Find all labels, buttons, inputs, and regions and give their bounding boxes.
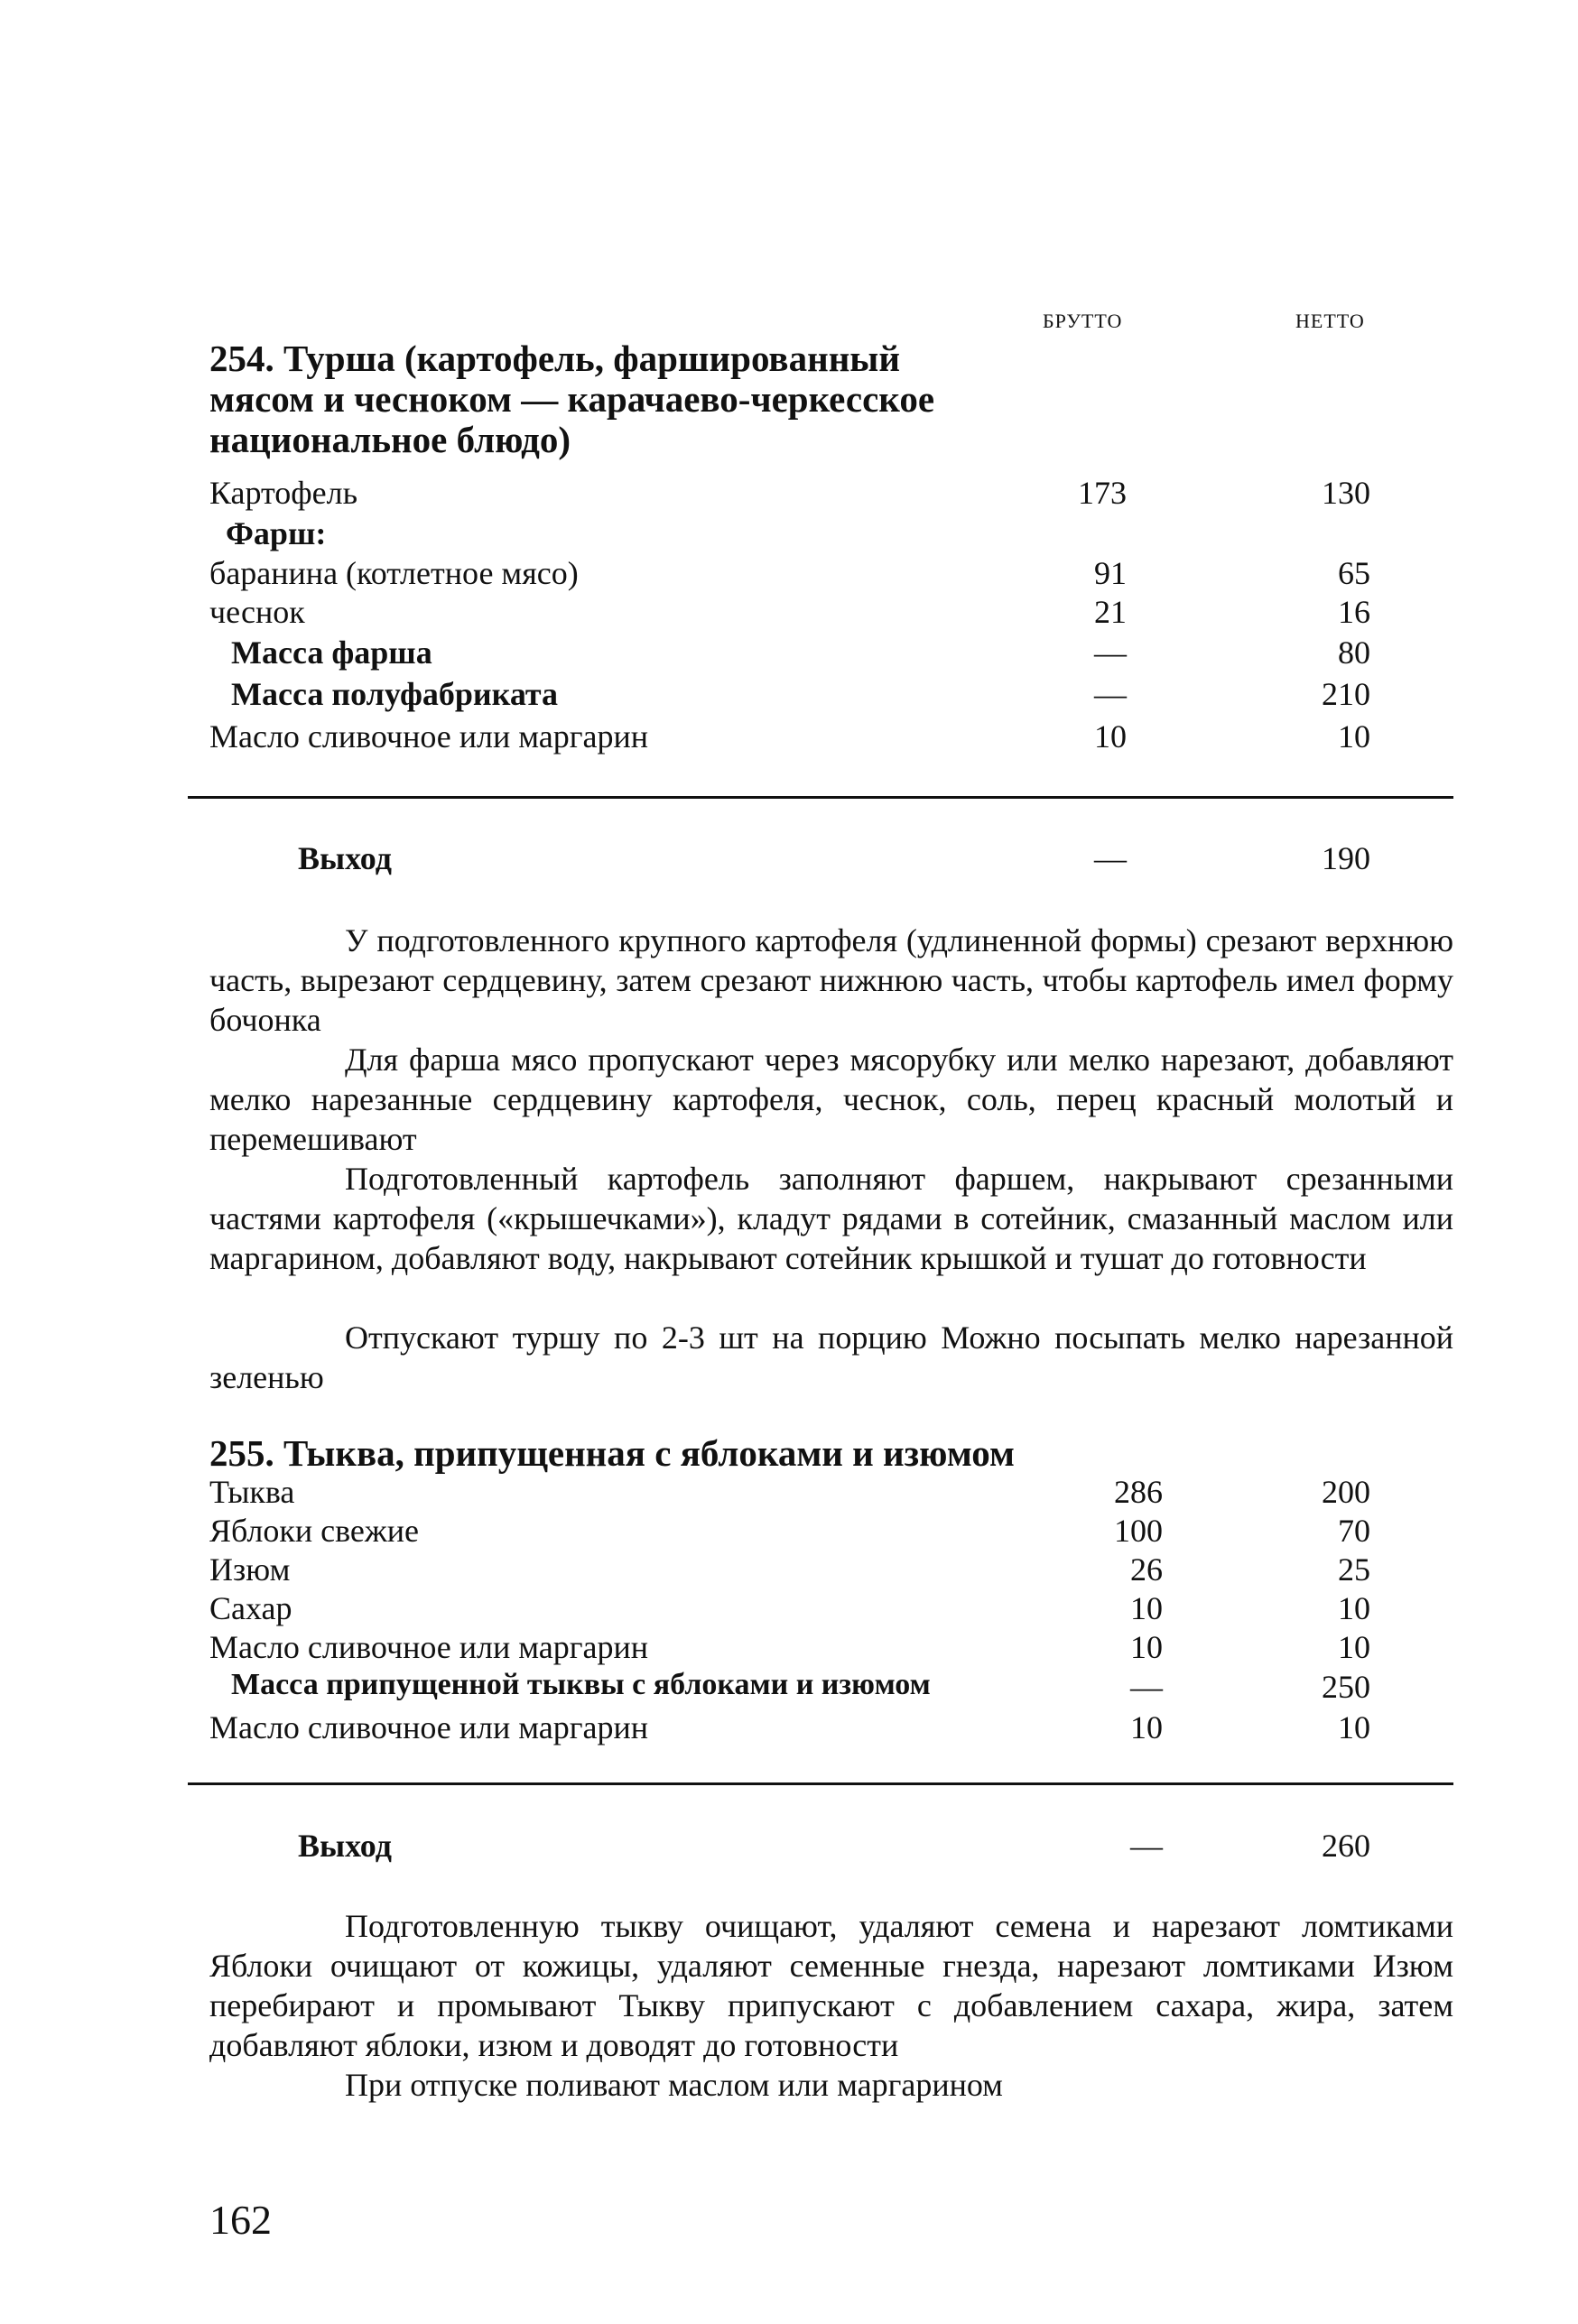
table-row xyxy=(0,1473,1578,1513)
netto-value: 25 xyxy=(1338,1551,1370,1588)
netto-value: 10 xyxy=(1338,1629,1370,1665)
column-header-netto: НЕТТО xyxy=(1295,310,1365,332)
table-divider xyxy=(188,796,1453,799)
netto-value: 80 xyxy=(1338,634,1370,671)
table-row xyxy=(0,1628,1578,1668)
ingredient-subheading: Фарш: xyxy=(226,515,327,551)
netto-value: 130 xyxy=(1322,475,1370,511)
table-row xyxy=(0,675,1578,715)
recipe-255-paragraph: Подготовленную тыкву очищают, удаляют семена и нарезают ломтиками Яблоки очищают от кожицы, удаляют семенные гнезда, нарезают ломтиками Изюм перебирают и промывают Тыкву припускают с добавлением сахара, жира, затем добавляют яблоки, изюм и доводят до готовности xyxy=(209,1908,1453,2063)
netto-value: 190 xyxy=(1322,840,1370,876)
table-row xyxy=(0,514,1578,554)
output-row xyxy=(0,839,1578,879)
ingredient-name: Масло сливочное или маргарин xyxy=(209,718,649,755)
ingredient-name: Масло сливочное или маргарин xyxy=(209,1709,649,1745)
brutto-value: — xyxy=(1130,1828,1163,1864)
brutto-value: 10 xyxy=(1094,718,1127,755)
recipe-254-paragraph: Отпускают туршу по 2-3 шт на порцию Можно посыпать мелко нарезанной зеленью xyxy=(209,1319,1453,1395)
recipe-254-paragraph: У подготовленного крупного картофеля (удлиненной формы) срезают верхнюю часть, вырезают сердцевину, затем срезают нижнюю часть, чтобы картофель имел форму бочонка xyxy=(209,922,1453,1038)
table-row xyxy=(0,1512,1578,1551)
page-number: 162 xyxy=(209,2197,272,2243)
recipe-254-paragraph: Подготовленный картофель заполняют фаршем, накрывают срезанными частями картофеля («крышечками»), кладут рядами в сотейник, смазанный маслом или маргарином, добавляют воду, накрывают сотейник крышкой и тушат до готовности xyxy=(209,1161,1453,1276)
brutto-value: 10 xyxy=(1130,1709,1163,1745)
column-header-brutto: БРУТТО xyxy=(1043,310,1123,332)
brutto-value: 286 xyxy=(1114,1474,1163,1510)
brutto-value: 10 xyxy=(1130,1629,1163,1665)
brutto-value: — xyxy=(1094,676,1127,712)
netto-value: 10 xyxy=(1338,1709,1370,1745)
netto-value: 10 xyxy=(1338,718,1370,755)
table-row xyxy=(0,1589,1578,1629)
ingredient-name: Изюм xyxy=(209,1551,291,1588)
recipe-255-paragraph: При отпуске поливают маслом или маргарином xyxy=(345,2067,1003,2103)
recipe-255-title: 255. Тыква, припущенная с яблоками и изюмом xyxy=(209,1432,1015,1474)
ingredient-name: чеснок xyxy=(209,594,305,630)
brutto-value: 26 xyxy=(1130,1551,1163,1588)
netto-value: 210 xyxy=(1322,676,1370,712)
brutto-value: 100 xyxy=(1114,1513,1163,1549)
table-row xyxy=(0,634,1578,673)
ingredient-subtotal-name: Масса припущенной тыквы с яблоками и изюмом xyxy=(231,1668,931,1701)
netto-value: 260 xyxy=(1322,1828,1370,1864)
ingredient-name: Сахар xyxy=(209,1590,292,1626)
recipe-254-paragraph: Для фарша мясо пропускают через мясорубку или мелко нарезают, добавляют мелко нарезанные сердцевину картофеля, чеснок, соль, перец красный молотый и перемешивают xyxy=(209,1042,1453,1157)
table-divider xyxy=(188,1782,1453,1785)
brutto-value: 91 xyxy=(1094,555,1127,591)
ingredient-name: Яблоки свежие xyxy=(209,1513,420,1549)
table-row xyxy=(0,554,1578,594)
netto-value: 10 xyxy=(1338,1590,1370,1626)
netto-value: 200 xyxy=(1322,1474,1370,1510)
brutto-value: — xyxy=(1094,634,1127,671)
output-label: Выход xyxy=(298,840,392,876)
table-row xyxy=(0,1551,1578,1590)
table-row xyxy=(0,1668,1578,1708)
brutto-value: — xyxy=(1094,840,1127,876)
brutto-value: — xyxy=(1130,1669,1163,1705)
output-row xyxy=(0,1827,1578,1866)
netto-value: 16 xyxy=(1338,594,1370,630)
ingredient-name: баранина (котлетное мясо) xyxy=(209,555,579,591)
output-label: Выход xyxy=(298,1828,392,1864)
ingredient-name: Масло сливочное или маргарин xyxy=(209,1629,649,1665)
table-row xyxy=(0,1708,1578,1748)
netto-value: 70 xyxy=(1338,1513,1370,1549)
brutto-value: 21 xyxy=(1094,594,1127,630)
netto-value: 250 xyxy=(1322,1669,1370,1705)
recipe-254-title: 254. Турша (картофель, фаршированный мясом и чесноком — карачаево-черкесское национальное блюдо) xyxy=(209,338,935,460)
netto-value: 65 xyxy=(1338,555,1370,591)
ingredient-subtotal-name: Масса полуфабриката xyxy=(231,676,559,712)
brutto-value: 173 xyxy=(1078,475,1127,511)
table-row xyxy=(0,474,1578,514)
table-row xyxy=(0,593,1578,633)
table-row xyxy=(0,718,1578,757)
ingredient-name: Тыква xyxy=(209,1474,295,1510)
ingredient-subtotal-name: Масса фарша xyxy=(231,634,432,671)
ingredient-name: Картофель xyxy=(209,475,357,511)
brutto-value: 10 xyxy=(1130,1590,1163,1626)
